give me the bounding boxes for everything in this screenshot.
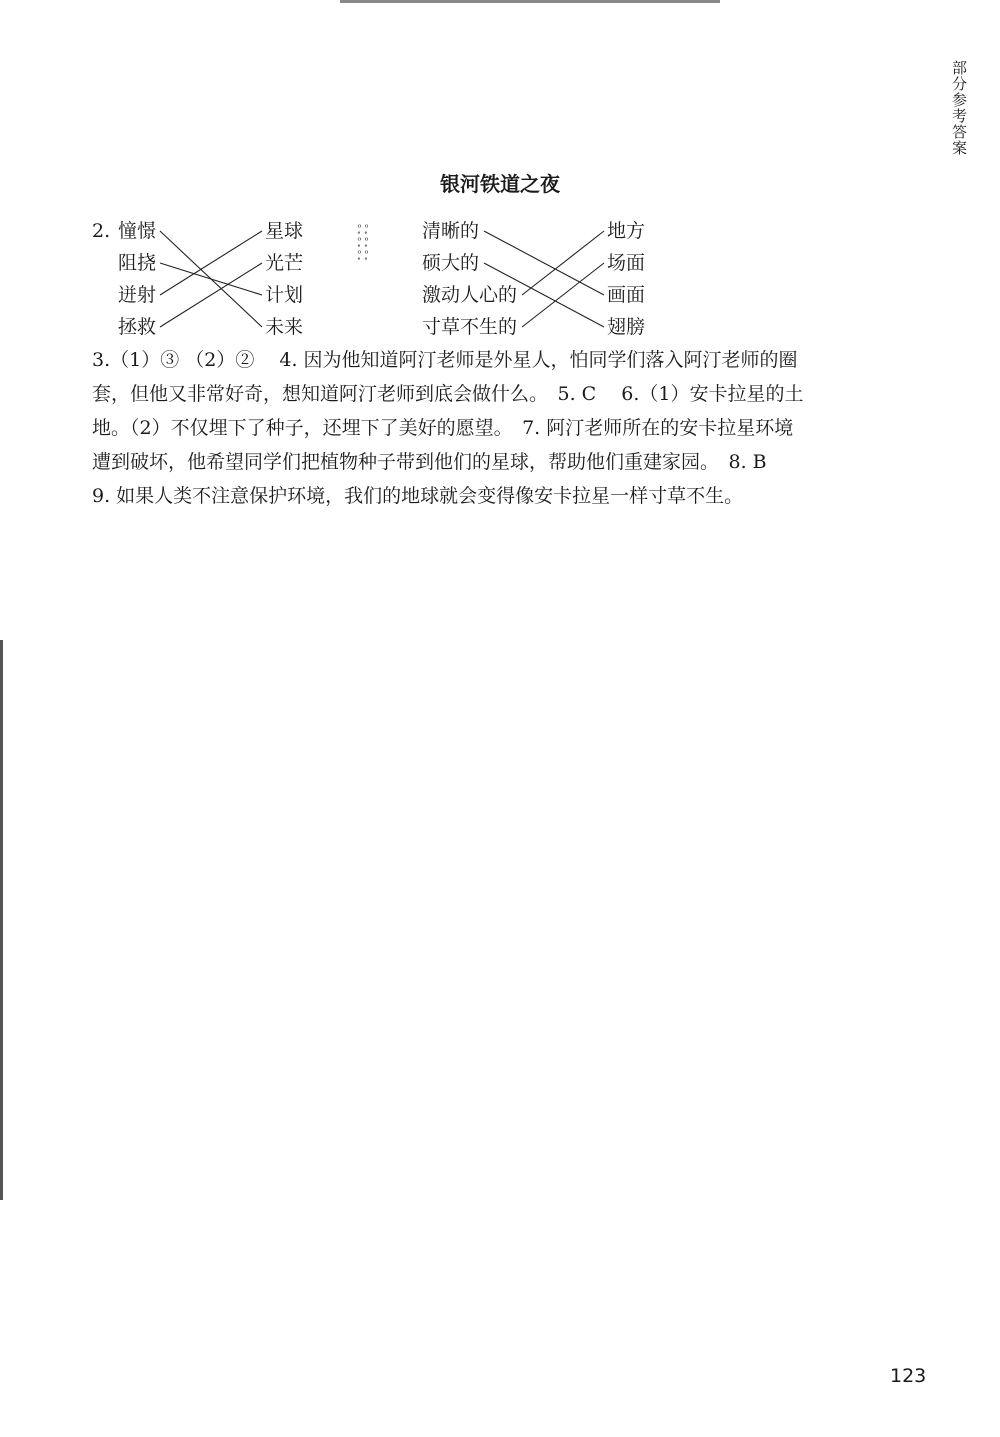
match-left-word: 硕大的 — [422, 252, 480, 274]
match-left-word: 迸射 — [118, 284, 157, 306]
match-line — [484, 263, 604, 327]
match-right-word: 翅膀 — [607, 316, 646, 338]
match-line — [160, 263, 262, 295]
answer-line: 地。（2）不仅埋下了种子，还埋下了美好的愿望。 7. 阿汀老师所在的安卡拉星环境 — [92, 417, 794, 439]
page-title: 银河铁道之夜 — [440, 172, 560, 196]
match-right-word: 计划 — [265, 284, 304, 306]
match-right-word: 未来 — [265, 316, 304, 338]
answer-line: 3.（1）③ （2）② 4. 因为他知道阿汀老师是外星人，怕同学们落入阿汀老师的圈 — [92, 349, 798, 371]
page-number: 123 — [890, 1365, 927, 1387]
match-right-word: 光芒 — [265, 252, 304, 274]
match-line — [160, 231, 262, 295]
scan-edge-left — [0, 640, 3, 1200]
match-line — [484, 231, 604, 295]
match-left-word: 寸草不生的 — [422, 316, 518, 338]
section-tab: 部分参考答案 — [950, 60, 968, 156]
question-number: 2. — [92, 220, 111, 242]
match-left-word: 憧憬 — [118, 220, 157, 242]
matching-lines — [0, 0, 1000, 400]
answer-line: 9. 如果人类不注意保护环境，我们的地球就会变得像安卡拉星一样寸草不生。 — [92, 485, 744, 507]
match-right-word: 画面 — [607, 284, 646, 306]
match-left-word: 清晰的 — [422, 220, 480, 242]
match-right-word: 地方 — [607, 220, 646, 242]
match-right-word: 星球 — [265, 220, 304, 242]
answer-line: 遭到破坏，他希望同学们把植物种子带到他们的星球，帮助他们重建家园。 8. B — [92, 451, 767, 473]
match-line — [160, 263, 262, 327]
match-left-word: 激动人心的 — [422, 284, 518, 306]
match-left-word: 阻挠 — [118, 252, 157, 274]
match-left-word: 拯救 — [118, 316, 157, 338]
separator-glyphs: ᵒ̥ ᵒ̥ ᵒ̥ ᵒ̥ ᵒ̥ ᵒ̥ — [357, 223, 369, 260]
match-line — [522, 231, 604, 295]
match-right-word: 场面 — [607, 252, 646, 274]
answer-line: 套，但他又非常好奇，想知道阿汀老师到底会做什么。 5. C 6.（1）安卡拉星的土 — [92, 383, 804, 405]
